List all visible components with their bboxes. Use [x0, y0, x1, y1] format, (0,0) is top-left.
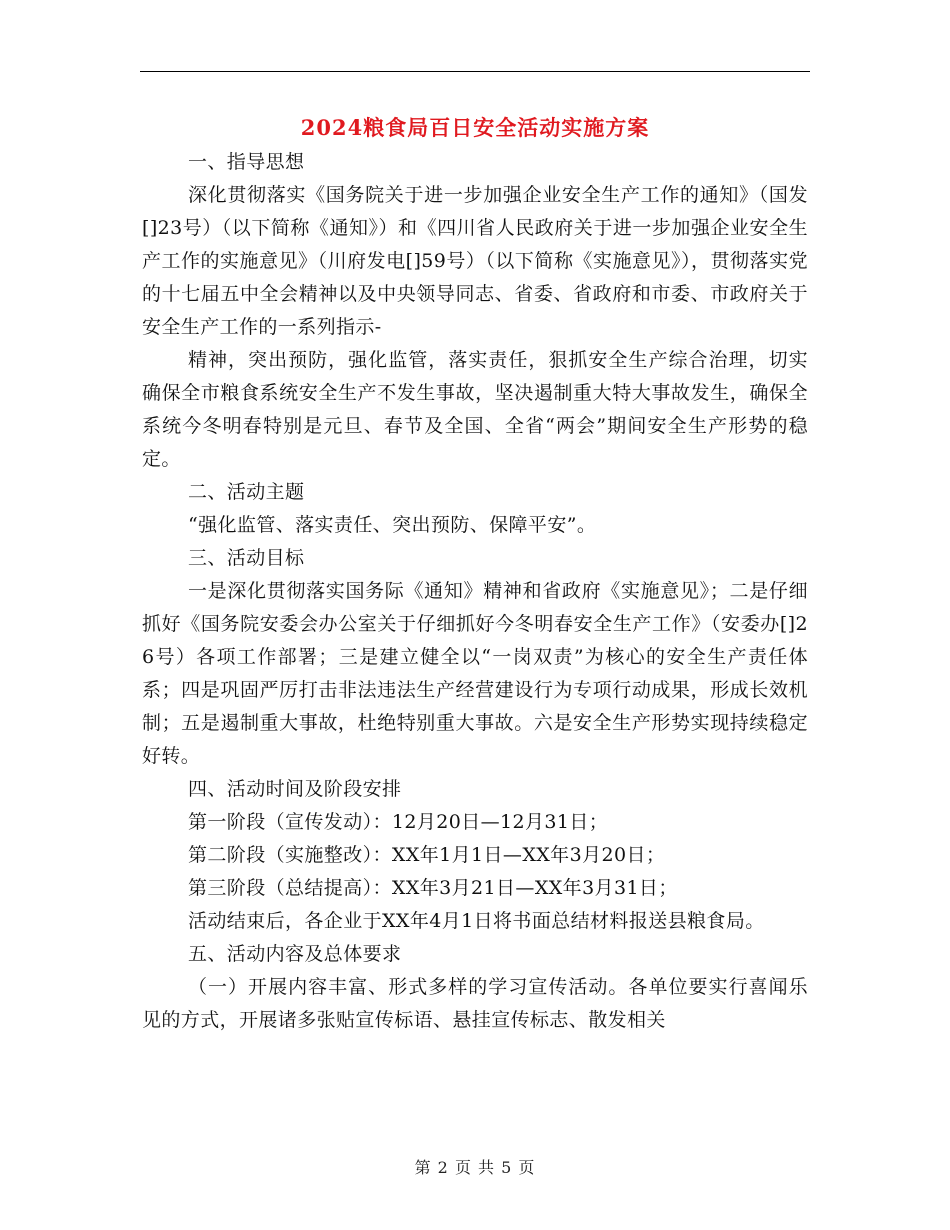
paragraph-spirit: 精神，突出预防，强化监管，落实责任，狠抓安全生产综合治理，切实确保全市粮食系统安全生产不发生事故，坚决遏制重大特大事故发生，确保全系统今冬明春特别是元旦、春节及全国、全省“两会”期间安全生产形势的稳定。 [142, 349, 808, 470]
paragraph-theme: “强化监管、落实责任、突出预防、保障平安”。 [188, 514, 597, 536]
paragraph-goals: 一是深化贯彻落实国务际《通知》精神和省政府《实施意见》；二是仔细抓好《国务院安委会办公室关于仔细抓好今冬明春安全生产工作》（安委办[]26号）各项工作部署；三是建立健全以“一岗双责”为核心的安全生产责任体系；四是巩固严厉打击非法违法生产经营建设行为专项行动成果，形成长效机制；五是遏制重大事故，杜绝特别重大事故。六是安全生产形势实现持续稳定好转。 [142, 580, 808, 767]
page-number-footer: 第 2 页 共 5 页 [414, 1158, 536, 1177]
paragraph-summary-deadline: 活动结束后，各企业于XX年4月1日将书面总结材料报送县粮食局。 [188, 910, 765, 932]
paragraph-guiding-thought: 深化贯彻落实《国务院关于进一步加强企业安全生产工作的通知》（国发[]23号）（以下简称《通知》）和《四川省人民政府关于进一步加强企业安全生产工作的实施意见》（川府发电[]59号）（以下简称《实施意见》），贯彻落实党的十七届五中全会精神以及中央领导同志、省委、省政府和市委、市政府关于安全生产工作的一系列指示- [142, 184, 808, 338]
section-heading-content: 五、活动内容及总体要求 [188, 943, 402, 965]
paragraph-content-1: （一）开展内容丰富、形式多样的学习宣传活动。各单位要实行喜闻乐见的方式，开展诸多张贴宣传标语、悬挂宣传标志、散发相关 [142, 976, 808, 1031]
schedule-stage-1: 第一阶段（宣传发动）：12月20日—12月31日； [188, 811, 609, 833]
schedule-stage-3: 第三阶段（总结提高）：XX年3月21日—XX年3月31日； [188, 877, 678, 899]
section-heading-schedule: 四、活动时间及阶段安排 [188, 778, 402, 800]
document-title: 2024粮食局百日安全活动实施方案 [300, 115, 650, 140]
schedule-stage-2: 第二阶段（实施整改）：XX年1月1日—XX年3月20日； [188, 844, 666, 866]
document-body [142, 146, 808, 1037]
section-heading-theme: 二、活动主题 [188, 481, 305, 503]
header-rule [140, 71, 810, 72]
section-heading-goals: 三、活动目标 [188, 547, 305, 569]
section-heading-guiding-thought: 一、指导思想 [188, 151, 305, 173]
